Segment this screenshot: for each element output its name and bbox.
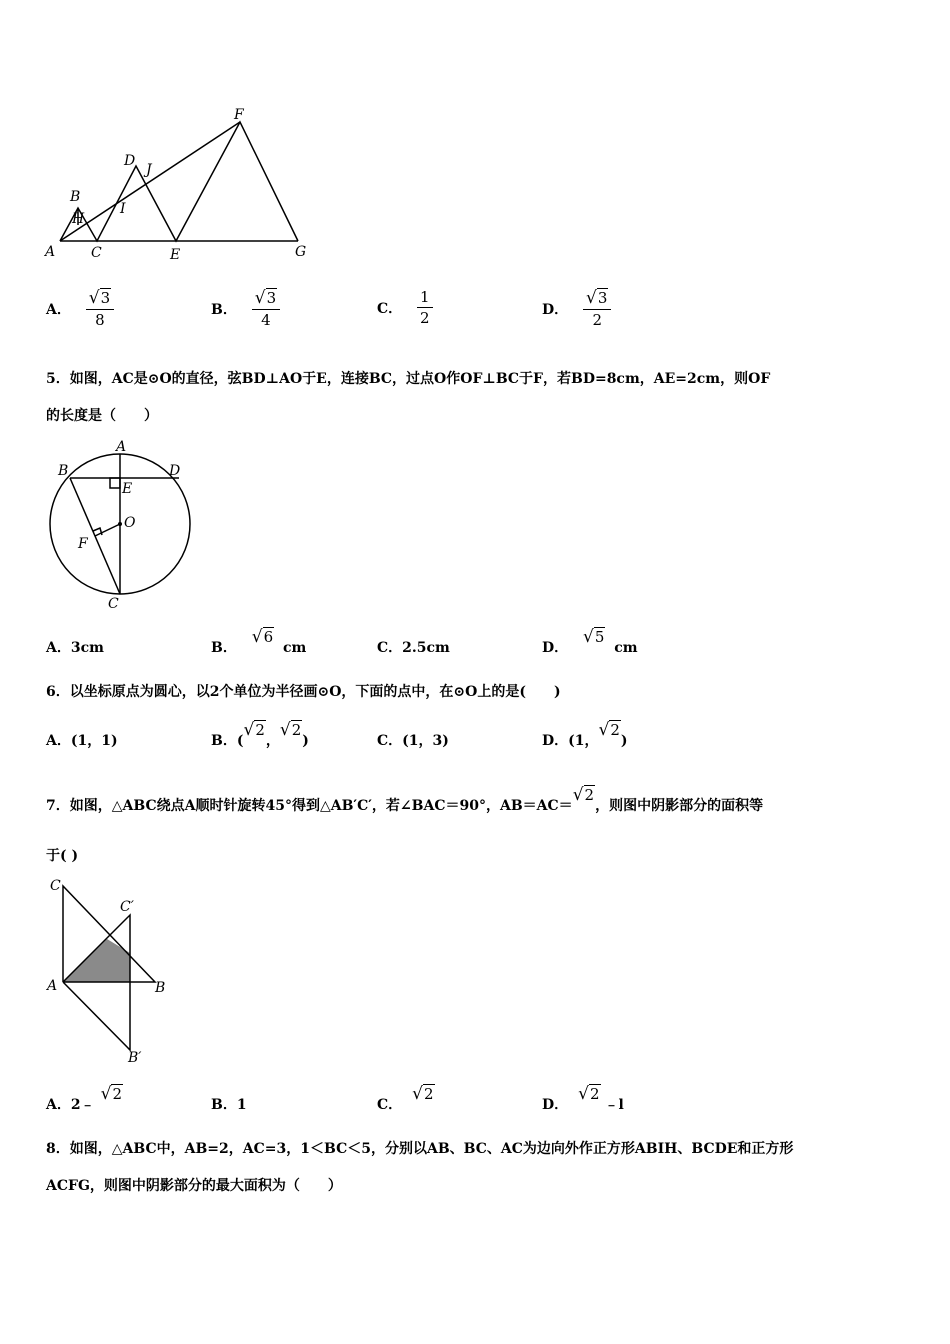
q5-figure [40,438,200,613]
q4-option-b-value: $\frac{√3}{4}$ [252,288,280,329]
q7-text-root: √2 [572,785,595,805]
q6-option-a[interactable]: A．(1，1) [46,733,118,749]
q5-label-o: O [124,515,136,531]
q7-option-a[interactable]: A．2﹣√2 [46,1084,123,1113]
q5-option-c[interactable]: C．2.5cm [377,640,450,656]
q6-stem: 6．以坐标原点为圆心，以2个单位为半径画⊙O，下面的点中，在⊙O上的是( ) [46,684,561,700]
q4-label-c: C [91,245,102,261]
q7-label-c-prime: C′ [120,899,134,915]
q6-option-c[interactable]: C．(1，3) [377,733,449,749]
q4-option-c-value: $\frac{1}{2}$ [417,288,433,327]
q7-label-c: C [50,878,61,894]
q7-option-b[interactable]: B．1 [211,1097,247,1113]
q7-figure [40,873,180,1068]
q5-option-a[interactable]: A．3cm [46,640,104,656]
q5-label-d: D [169,463,181,479]
q4-label-b: B [70,189,81,205]
q8-text-line1: 8．如图，△ABC中，AB=2，AC=3，1＜BC＜5，分别以AB、BC、AC为边向外作正方形ABIH、BCDE和正方形 [46,1141,794,1157]
q7-stem [46,780,896,881]
q4-label-f: F [234,107,244,123]
q7-text-before: 7．如图，△ABC绕点A顺时针旋转45°得到△AB′C′，若∠BAC＝90°，AB＝AC＝ [46,798,573,814]
q8-stem [46,1131,896,1205]
q4-label-a: A [45,244,56,260]
q6-option-d[interactable]: D．(1，√2) [542,720,628,749]
q5-option-d[interactable]: D． √5 cm [542,627,638,656]
q5-text-line2: 的长度是（ ） [46,408,158,424]
q7-option-c[interactable]: C．√2 [377,1084,434,1113]
q4-option-d-label: D． [542,301,569,318]
q7-label-a: A [47,978,58,994]
q5-label-e: E [122,481,133,497]
q4-option-a-label: A． [46,301,71,318]
q4-label-h: H [72,211,85,227]
q4-label-i: I [120,201,126,217]
q5-label-a: A [116,439,127,455]
q5-stem [46,361,896,435]
q7-text-line2: 于( ) [46,848,79,864]
q5-text-line1: 5．如图，AC是⊙O的直径，弦BD⊥AO于E，连接BC，过点O作OF⊥BC于F，若BD=8cm，AE=2cm，则OF [46,371,771,387]
q4-label-e: E [170,247,181,263]
q4-label-d: D [124,153,136,169]
q4-option-c[interactable] [377,288,433,327]
q4-option-b[interactable] [211,288,280,329]
q4-option-c-label: C． [377,300,403,317]
q4-option-b-label: B． [211,301,237,318]
q7-label-b-prime: B′ [128,1050,142,1066]
q5-label-b: B [58,463,69,479]
q8-text-line2: ACFG，则图中阴影部分的最大面积为（ ） [46,1178,342,1194]
q4-option-d[interactable] [542,288,611,329]
q5-label-f: F [78,536,88,552]
q5-option-b[interactable]: B． √6 cm [211,627,307,656]
q5-label-c: C [108,596,119,612]
q4-option-a-value: $\frac{√3}{8}$ [86,288,114,329]
q4-label-g: G [295,244,307,260]
q4-option-a[interactable] [46,288,114,329]
q7-text-after: ，则图中阴影部分的面积等 [595,798,764,814]
q4-figure [40,105,320,270]
q7-option-d[interactable]: D．√2﹣l [542,1084,624,1113]
q4-option-d-value: $\frac{√3}{2}$ [583,288,611,329]
q6-option-b[interactable]: B．(√2，√2) [211,720,309,749]
q7-label-b: B [155,980,166,996]
q4-label-j: J [146,162,152,178]
